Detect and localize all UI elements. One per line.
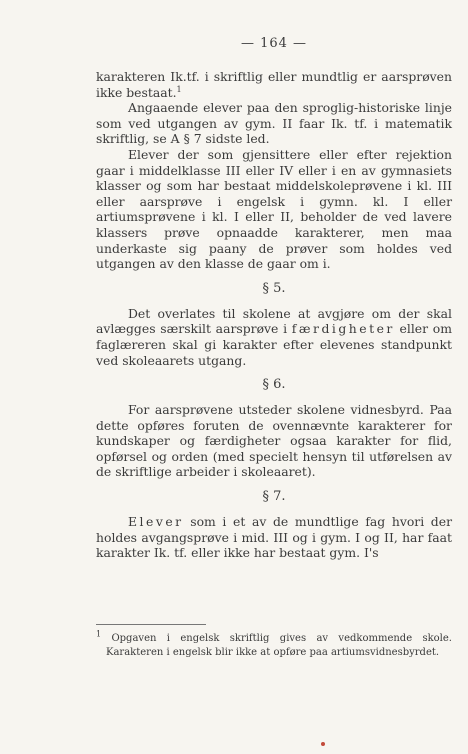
footnote-text bbox=[96, 629, 452, 660]
page-number: — 164 — bbox=[240, 36, 308, 51]
paragraph-3: Elever der som gjensittere eller efter rejektion gaar i middelklasse III eller IV eller i en av gymnasiets klasser og som har bestaat middelskoleprøvene i kl. III eller aarsprøve i engelsk i gymn. kl. I eller artiumsprøvene i kl. I eller II, beholder de ved lavere klassers prøve opnaadde karakterer, men maa underkaste sig paany de prøver som holdes ved utgangen av den klasse de gaar om i. bbox=[96, 146, 452, 272]
section-7-text bbox=[96, 514, 452, 561]
paragraph-1-text: karakteren Ik.tf. i skriftlig eller mundtlig er aarsprøven ikke bestaat. bbox=[96, 69, 452, 100]
footnote bbox=[96, 629, 452, 660]
footnote-divider bbox=[96, 624, 206, 625]
section-7-spaced-word: Elever bbox=[128, 514, 184, 530]
paragraph-1 bbox=[96, 69, 452, 100]
page-body bbox=[96, 36, 452, 561]
footnote-body: Opgaven i engelsk skriftlig gives av vedkommende skole. Karakteren i engelsk blir ikke at opføre paa artiumsvidnesbyrdet. bbox=[106, 633, 452, 658]
page-mark bbox=[321, 742, 325, 746]
section-5-text-after: eller om faglæreren skal gi karakter efter elevenes standpunkt ved skoleaarets utgang. bbox=[96, 321, 452, 368]
section-5-heading: § 5. bbox=[262, 280, 286, 296]
section-7-text-after: som i et av de mundtlige fag hvori der holdes avgangsprøve i mid. III og i gym. I og II, har faat karakter Ik. tf. eller ikke har bestaat gym. I's bbox=[96, 514, 452, 561]
section-5-spaced-word: færdigheter bbox=[291, 321, 395, 337]
section-5-text-before: Det overlates til skolene at avgjøre om der skal avlægges særskilt aarsprøve i bbox=[96, 305, 452, 337]
paragraph-2: Angaaende elever paa den sproglig-historiske linje som ved utgangen av gym. II faar Ik. tf. i matematik skriftlig, se A § 7 sidste led. bbox=[96, 100, 452, 147]
section-6-heading: § 6. bbox=[262, 377, 286, 393]
section-6-text: For aarsprøvene utsteder skolene vidnesbyrd. Paa dette opføres foruten de ovennævnte karakterer for kundskaper og færdigheter ogsaa karakter for flid, opførsel og orden (med specielt hensyn til utførelsen av de skriftlige arbeider i skoleaaret). bbox=[96, 402, 452, 480]
section-7-heading: § 7. bbox=[262, 489, 286, 505]
footnote-ref: 1 bbox=[176, 84, 182, 94]
footnote-marker: 1 bbox=[96, 629, 102, 639]
section-5-text bbox=[96, 306, 452, 368]
